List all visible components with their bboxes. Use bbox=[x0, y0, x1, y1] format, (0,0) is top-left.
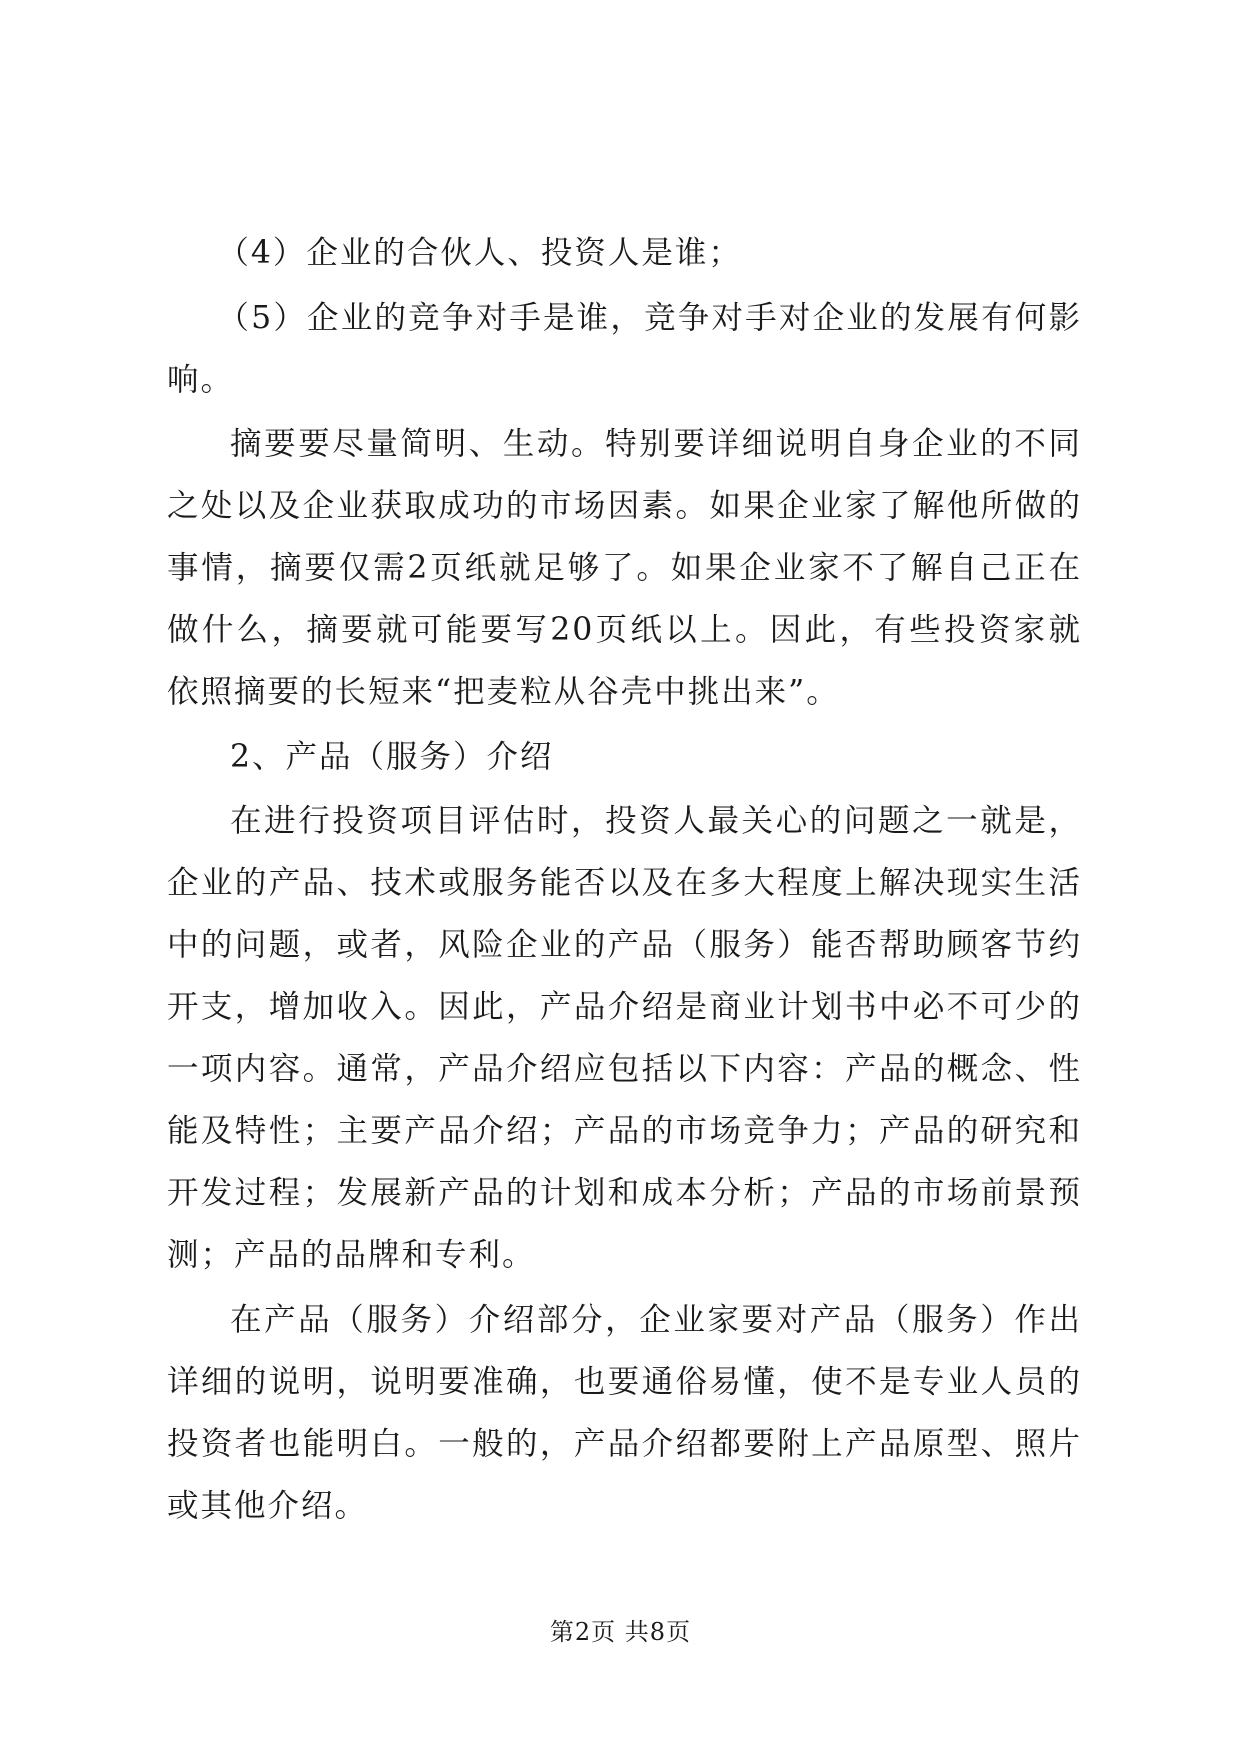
section-heading-product-service: 2、产品（服务）介绍 bbox=[230, 738, 554, 775]
page-number-footer: 第2页 共8页 bbox=[549, 1618, 692, 1646]
paragraph-partners-investors: （4）企业的合伙人、投资人是谁； bbox=[217, 235, 742, 271]
document-body bbox=[167, 222, 1082, 1539]
paragraph-product-description: 在产品（服务）介绍部分，企业家要对产品（服务）作出详细的说明，说明要准确，也要通俗易懂，使不是专业人员的投资者也能明白。一般的，产品介绍都要附上产品原型、照片或其他介绍。 bbox=[167, 1301, 1082, 1524]
paragraph-investor-concerns: 在进行投资项目评估时，投资人最关心的问题之一就是，企业的产品、技术或服务能否以及在多大程度上解决现实生活中的问题，或者，风险企业的产品（服务）能否帮助顾客节约开支，增加收入。因此，产品介绍是商业计划书中必不可少的一项内容。通常，产品介绍应包括以下内容：产品的概念、性能及特性；主要产品介绍；产品的市场竞争力；产品的研究和开发过程；发展新产品的计划和成本分析；产品的市场前景预测；产品的品牌和专利。 bbox=[167, 803, 1082, 1273]
paragraph-summary-guidance: 摘要要尽量简明、生动。特别要详细说明自身企业的不同之处以及企业获取成功的市场因素。如果企业家了解他所做的事情，摘要仅需2页纸就足够了。如果企业家不了解自己正在做什么，摘要就可能要写20页纸以上。因此，有些投资家就依照摘要的长短来“把麦粒从谷壳中挑出来”。 bbox=[167, 426, 1082, 710]
paragraph-competitors: （5）企业的竞争对手是谁，竞争对手对企业的发展有何影响。 bbox=[167, 299, 1082, 398]
